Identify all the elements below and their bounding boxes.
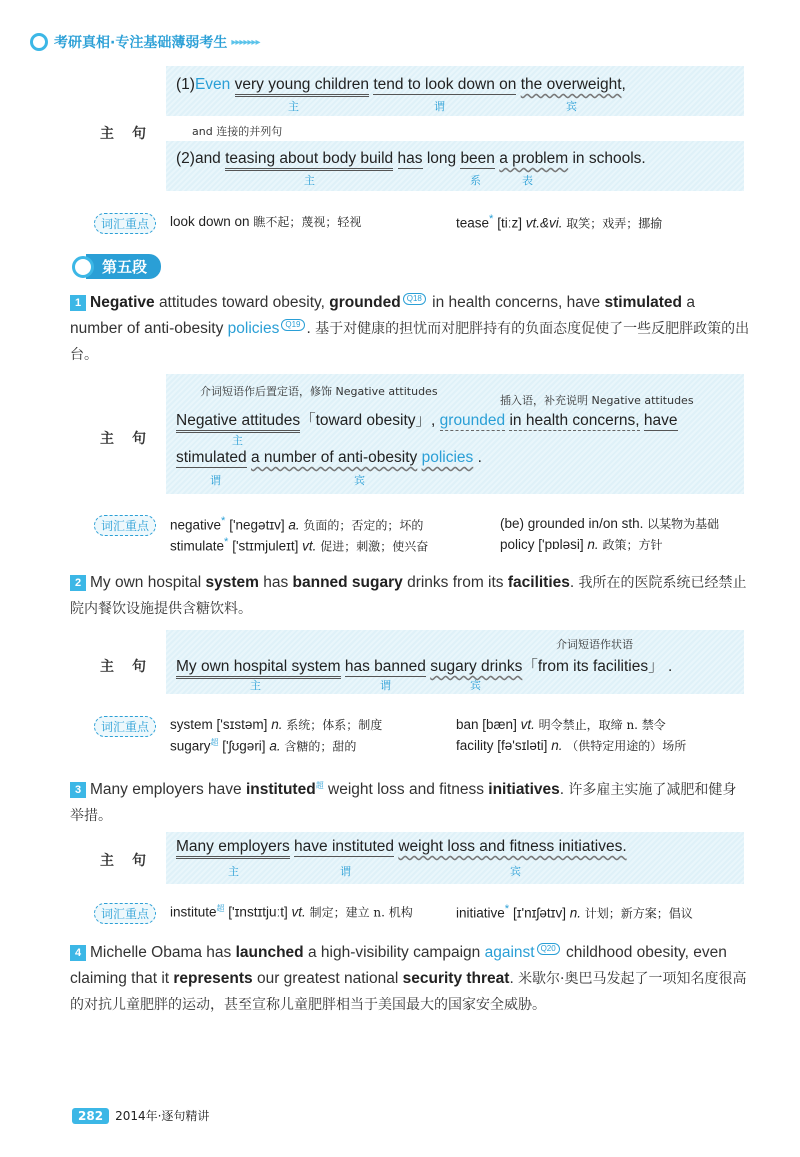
role-pred: 表: [522, 174, 533, 187]
page-header: [30, 32, 259, 52]
role-verb: 谓: [210, 474, 221, 487]
note-adverbial: 介词短语作状语: [556, 638, 633, 651]
role-subject: 主: [288, 100, 299, 113]
page-footer: [72, 1107, 209, 1124]
vocab-item: institute$^超$ ['ɪnstɪtjuːt] vt. 制定；建立 n. 机构: [170, 904, 413, 920]
role-verb: 谓: [380, 679, 391, 692]
row-label: 主句: [100, 853, 164, 869]
role-verb: 谓: [434, 100, 445, 113]
role-object: 宾: [470, 679, 481, 692]
sentence-3-line2: stimulated a number of anti-obesity policies .: [176, 449, 482, 466]
row-label: 主句: [100, 126, 164, 142]
section-label: 第五段: [86, 254, 161, 279]
section-title: [72, 254, 161, 279]
vocab-item: sugary$^超$ ['ʃʊgəri] a. 含糖的；甜的: [170, 738, 357, 754]
role-object: 宾: [354, 474, 365, 487]
footer-title: 2014年·逐句精讲: [115, 1109, 210, 1123]
vocab-tag: 词汇重点: [94, 515, 156, 536]
vocab-item: stimulate* ['stɪmjuleɪt] vt. 促进；刺激；使兴奋: [170, 536, 429, 554]
paragraph-1: 1 Negative attitudes toward obesity, grounded Q18 in health concerns, have stimulated a number of anti-obesity policies Q19 . 基于对健康的担忧而对肥胖持有的负面态度促使了一些反肥胖政策的出台。: [70, 294, 750, 363]
role-subject: 主: [228, 865, 239, 878]
search-logo-icon: [30, 33, 48, 51]
role-subject: 主: [304, 174, 315, 187]
vocab-item: system ['sɪstəm] n. 系统；体系；制度: [170, 717, 383, 732]
note-insertion: 插入语，补充说明 Negative attitudes: [500, 394, 694, 407]
note-attributive: 介词短语作后置定语，修饰 Negative attitudes: [200, 385, 438, 398]
row-label: 主句: [100, 431, 164, 447]
paragraph-4: 4 Michelle Obama has launched a high-visibility campaign against Q20 childhood obesity, even claiming that it represents our greatest national security threat. 米歇尔·奥巴马发起了一项知名度很高的对抗儿童肥胖的运动，甚至宣称儿童肥胖相当于美国最大的国家安全威胁。: [70, 944, 747, 1013]
page-number: 282: [72, 1108, 109, 1124]
vocab-tag: 词汇重点: [94, 903, 156, 924]
sentence-1: (1)Even very young children tend to look down on the overweight,: [176, 76, 626, 94]
connector-note: and 连接的并列句: [192, 125, 283, 138]
vocab-tag: 词汇重点: [94, 716, 156, 737]
row-label: 主句: [100, 659, 164, 675]
role-subject: 主: [250, 679, 261, 692]
role-object: 宾: [566, 100, 577, 113]
sentence-4: My own hospital system has banned sugary drinks「from its facilities」 .: [176, 654, 672, 676]
vocab-item: policy ['pɒləsi] n. 政策；方针: [500, 537, 663, 552]
sentence-5: Many employers have instituted weight loss and fitness initiatives.: [176, 838, 627, 856]
sentence-3-line1: Negative attitudes「toward obesity」, grounded in health concerns, have: [176, 408, 678, 430]
vocab-item: initiative* [ɪ'nɪʃətɪv] n. 计划；新方案；倡议: [456, 903, 693, 921]
search-logo-icon: [72, 256, 94, 278]
role-subject: 主: [232, 434, 243, 447]
role-verb: 谓: [340, 865, 351, 878]
sentence-2: (2)and teasing about body build has long been a problem in schools.: [176, 150, 646, 168]
vocab-item: facility [fə'sɪləti] n. （供特定用途的）场所: [456, 738, 687, 753]
vocab-item: negative* ['negətɪv] a. 负面的；否定的；坏的: [170, 515, 424, 533]
vocab-item: tease* [tiːz] vt.&vi. 取笑；戏弄；挪揄: [456, 213, 663, 231]
vocab-item: (be) grounded in/on sth. 以某物为基础: [500, 516, 720, 531]
paragraph-3: 3 Many employers have instituted$^超$ weight loss and fitness initiatives. 许多雇主实施了减肥和健身举措。: [70, 781, 737, 825]
header-arrows: ▸▸▸▸▸▸▸: [231, 36, 260, 48]
header-title: 考研真相·专注基础薄弱考生: [54, 35, 228, 51]
vocab-item: ban [bæn] vt. 明令禁止，取缔 n. 禁令: [456, 717, 666, 732]
vocab-item: look down on 瞧不起；蔑视；轻视: [170, 214, 362, 229]
role-object: 宾: [510, 865, 521, 878]
vocab-tag: 词汇重点: [94, 213, 156, 234]
paragraph-2: 2 My own hospital system has banned sugary drinks from its facilities. 我所在的医院系统已经禁止院内餐饮设施提供含糖饮料。: [70, 574, 747, 617]
role-link: 系: [470, 174, 481, 187]
